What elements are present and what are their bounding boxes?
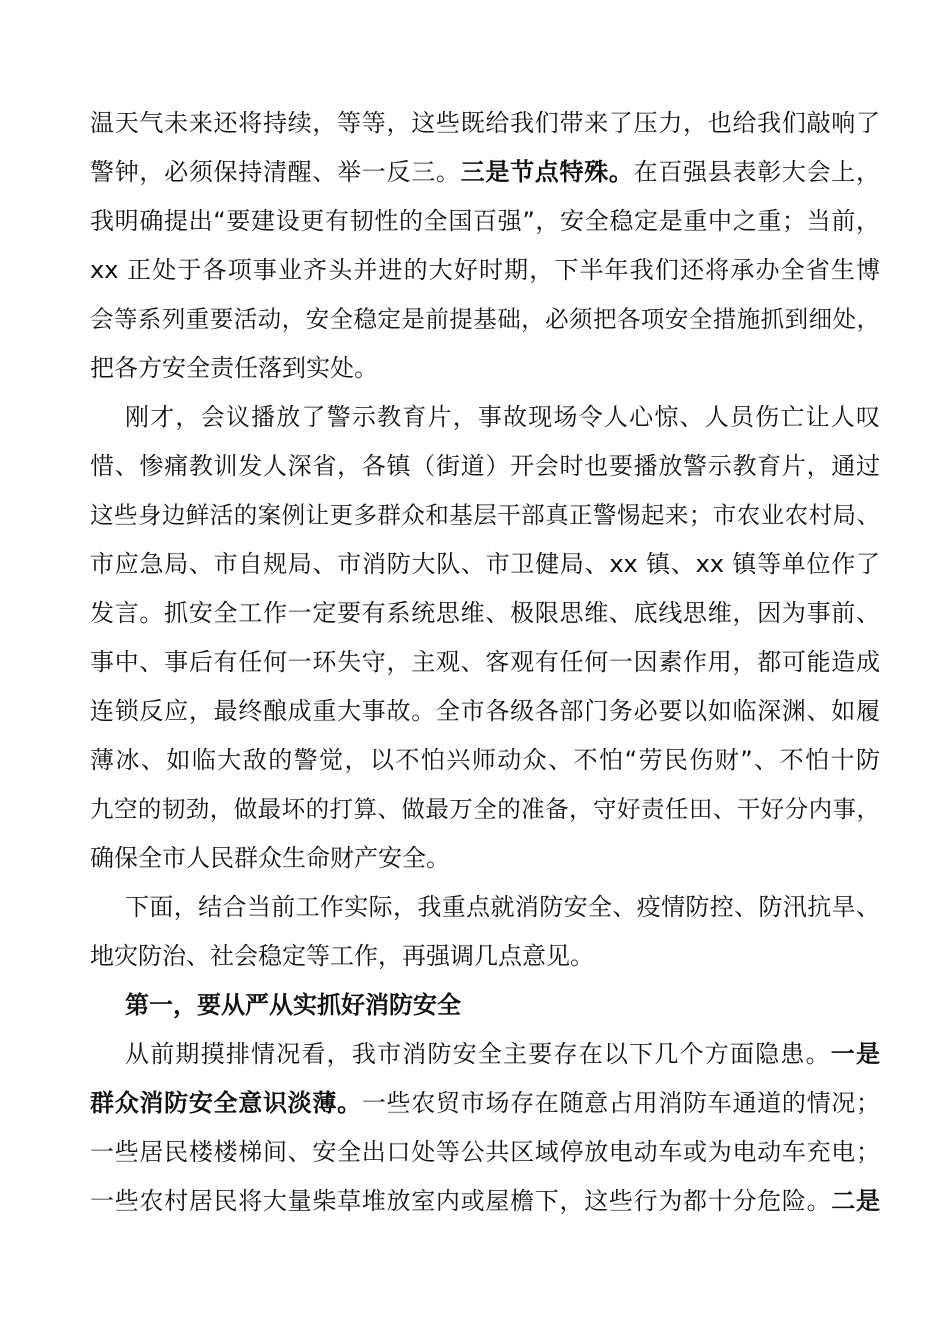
text-segment: 警钟，必须保持清醒、举一反三。 bbox=[90, 158, 461, 186]
text-line bbox=[90, 298, 880, 340]
bold-text-segment: 二是 bbox=[831, 1187, 881, 1215]
text-segment: 在百强县表彰大会上， bbox=[633, 158, 881, 186]
text-line bbox=[125, 396, 880, 438]
text-segment: 温天气未来还将持续，等等，这些既给我们带来了压力，也给我们敲响了 bbox=[90, 109, 880, 137]
text-segment: 这些身边鲜活的案例让更多群众和基层干部真正警惕起来；市农业农村局、 bbox=[90, 501, 880, 529]
text-segment: 地灾防治、社会稳定等工作，再强调几点意见。 bbox=[90, 942, 594, 970]
text-line bbox=[90, 1082, 880, 1124]
text-segment: 我明确提出“要建设更有韧性的全国百强”，安全稳定是重中之重；当前， bbox=[90, 207, 880, 235]
text-line bbox=[90, 641, 880, 683]
text-line bbox=[125, 886, 880, 928]
bold-text-segment: 群众消防安全意识淡薄。 bbox=[90, 1089, 362, 1117]
text-line bbox=[90, 788, 880, 830]
text-line bbox=[90, 151, 880, 193]
text-segment: 一些居民楼楼梯间、安全出口处等公共区域停放电动车或为电动车充电； bbox=[90, 1138, 880, 1166]
bold-text-segment: 第一，要从严从实抓好消防安全 bbox=[125, 991, 461, 1019]
text-line bbox=[125, 1033, 880, 1075]
text-line bbox=[90, 592, 880, 634]
text-segment: 从前期摸排情况看，我市消防安全主要存在以下几个方面隐患。 bbox=[125, 1040, 831, 1068]
text-segment: 会等系列重要活动，安全稳定是前提基础，必须把各项安全措施抓到细处， bbox=[90, 305, 880, 333]
text-segment: 薄冰、如临大敌的警觉，以不怕兴师动众、不怕“劳民伤财”、不怕十防 bbox=[90, 746, 880, 774]
text-segment: 市应急局、市自规局、市消防大队、市卫健局、xx 镇、xx 镇等单位作了 bbox=[90, 550, 880, 578]
text-line bbox=[90, 249, 880, 291]
text-line bbox=[90, 690, 880, 732]
text-line bbox=[90, 102, 880, 144]
bold-text-segment: 一是 bbox=[830, 1040, 881, 1068]
text-segment: 惜、惨痛教训发人深省，各镇（街道）开会时也要播放警示教育片，通过 bbox=[90, 452, 880, 480]
text-segment: 一些农贸市场存在随意占用消防车通道的情况； bbox=[361, 1089, 881, 1117]
text-line bbox=[90, 935, 880, 977]
text-line bbox=[90, 1180, 880, 1222]
text-segment: 刚才，会议播放了警示教育片，事故现场令人心惊、人员伤亡让人叹 bbox=[125, 403, 880, 431]
text-segment: 一些农村居民将大量柴草堆放室内或屋檐下，这些行为都十分危险。 bbox=[90, 1187, 832, 1215]
text-segment: 下面，结合当前工作实际，我重点就消防安全、疫情防控、防汛抗旱、 bbox=[125, 893, 880, 921]
text-segment: 连锁反应，最终酿成重大事故。全市各级各部门务必要以如临深渊、如履 bbox=[90, 697, 880, 725]
text-line bbox=[90, 739, 880, 781]
text-segment: 把各方安全责任落到实处。 bbox=[90, 354, 378, 382]
text-line bbox=[125, 984, 880, 1026]
text-line bbox=[90, 543, 880, 585]
text-segment: xx 正处于各项事业齐头并进的大好时期，下半年我们还将承办全省生博 bbox=[90, 256, 880, 284]
text-segment: 九空的韧劲，做最坏的打算、做最万全的准备，守好责任田、干好分内事， bbox=[90, 795, 880, 823]
text-line bbox=[90, 200, 880, 242]
text-line bbox=[90, 837, 880, 879]
text-line bbox=[90, 494, 880, 536]
text-segment: 发言。抓安全工作一定要有系统思维、极限思维、底线思维，因为事前、 bbox=[90, 599, 880, 627]
text-line bbox=[90, 1131, 880, 1173]
text-segment: 事中、事后有任何一环失守，主观、客观有任何一因素作用，都可能造成 bbox=[90, 648, 880, 676]
bold-text-segment: 三是节点特殊。 bbox=[460, 158, 634, 186]
text-segment: 确保全市人民群众生命财产安全。 bbox=[90, 844, 450, 872]
text-line bbox=[90, 445, 880, 487]
text-line bbox=[90, 347, 880, 389]
